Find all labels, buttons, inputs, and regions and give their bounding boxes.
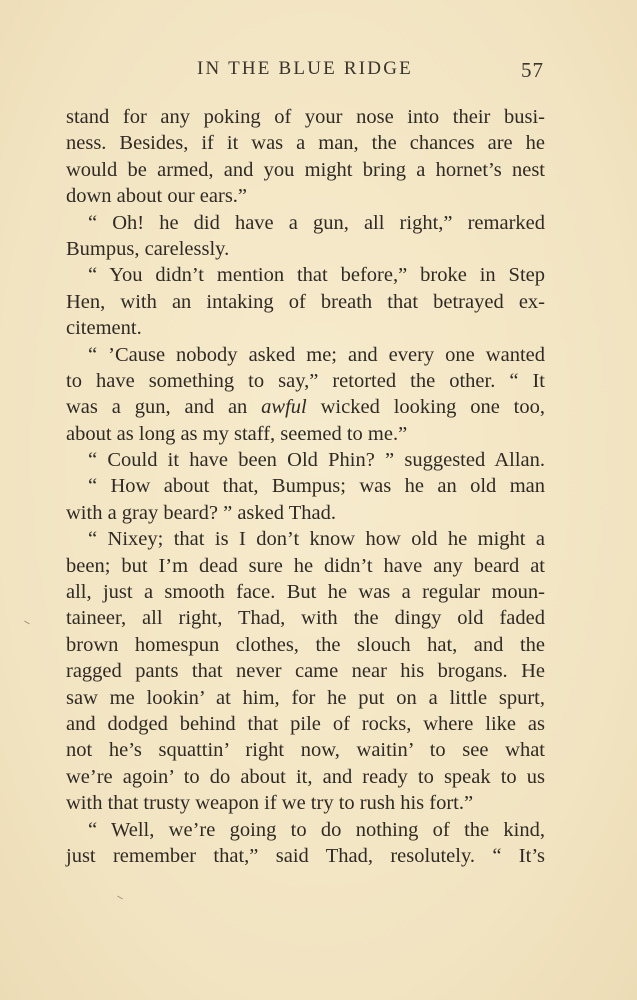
text-line: “ You didn’t mention that before,” broke in Step: [88, 264, 545, 287]
text-line: with a gray beard? ” asked Thad.: [66, 501, 336, 524]
text-line: “ Nixey; that is I don’t know how old he might a: [88, 528, 545, 551]
text-line: and dodged behind that pile of rocks, where like as: [66, 712, 545, 735]
text-line: down about our ears.”: [66, 185, 248, 208]
text-line: all, just a smooth face. But he was a regular moun-: [66, 581, 545, 604]
text-line: citement.: [66, 317, 142, 340]
text-line: “ Well, we’re going to do nothing of the kind,: [88, 818, 545, 841]
text-line: “ Could it have been Old Phin? ” suggested Allan.: [88, 449, 545, 472]
text-line: “ Oh! he did have a gun, all right,” remarked: [88, 211, 545, 234]
text-line: ness. Besides, if it was a man, the chances are he: [66, 132, 545, 155]
running-head: IN THE BLUE RIDGE: [197, 58, 413, 79]
text-line: was a gun, and an awful wicked looking one too,: [66, 396, 545, 419]
paper-speck: [24, 621, 30, 625]
text-line: not he’s squattin’ right now, waitin’ to see what: [66, 739, 545, 762]
page-number: 57: [521, 58, 544, 82]
text-line: stand for any poking of your nose into their busi-: [66, 106, 545, 128]
text-line: Hen, with an intaking of breath that betrayed ex-: [66, 290, 545, 313]
text-line: ragged pants that never came near his brogans. He: [66, 660, 545, 683]
text-line: taineer, all right, Thad, with the dingy old faded: [66, 607, 545, 630]
text-line: Bumpus, carelessly.: [66, 237, 230, 260]
text-line: “ How about that, Bumpus; was he an old man: [88, 475, 545, 498]
paper-speck: [117, 896, 123, 900]
text-line: brown homespun clothes, the slouch hat, and the: [66, 633, 545, 656]
text-line: just remember that,” said Thad, resolutely. “ It’s: [66, 844, 545, 867]
body-text: [66, 104, 545, 869]
text-line: to have something to say,” retorted the other. “ It: [66, 369, 545, 392]
text-line: would be armed, and you might bring a hornet’s nest: [66, 158, 545, 181]
text-line: “ ’Cause nobody asked me; and every one wanted: [88, 343, 545, 366]
text-line: we’re agoin’ to do about it, and ready to speak to us: [66, 765, 545, 788]
text-line: been; but I’m dead sure he didn’t have any beard at: [66, 554, 545, 577]
text-line: with that trusty weapon if we try to rush his fort.”: [66, 792, 474, 815]
emphasis-text: awful: [261, 396, 307, 419]
text-line: saw me lookin’ at him, for he put on a little spurt,: [66, 686, 545, 709]
page-header: [66, 58, 544, 86]
text-line: about as long as my staff, seemed to me.”: [66, 422, 408, 445]
